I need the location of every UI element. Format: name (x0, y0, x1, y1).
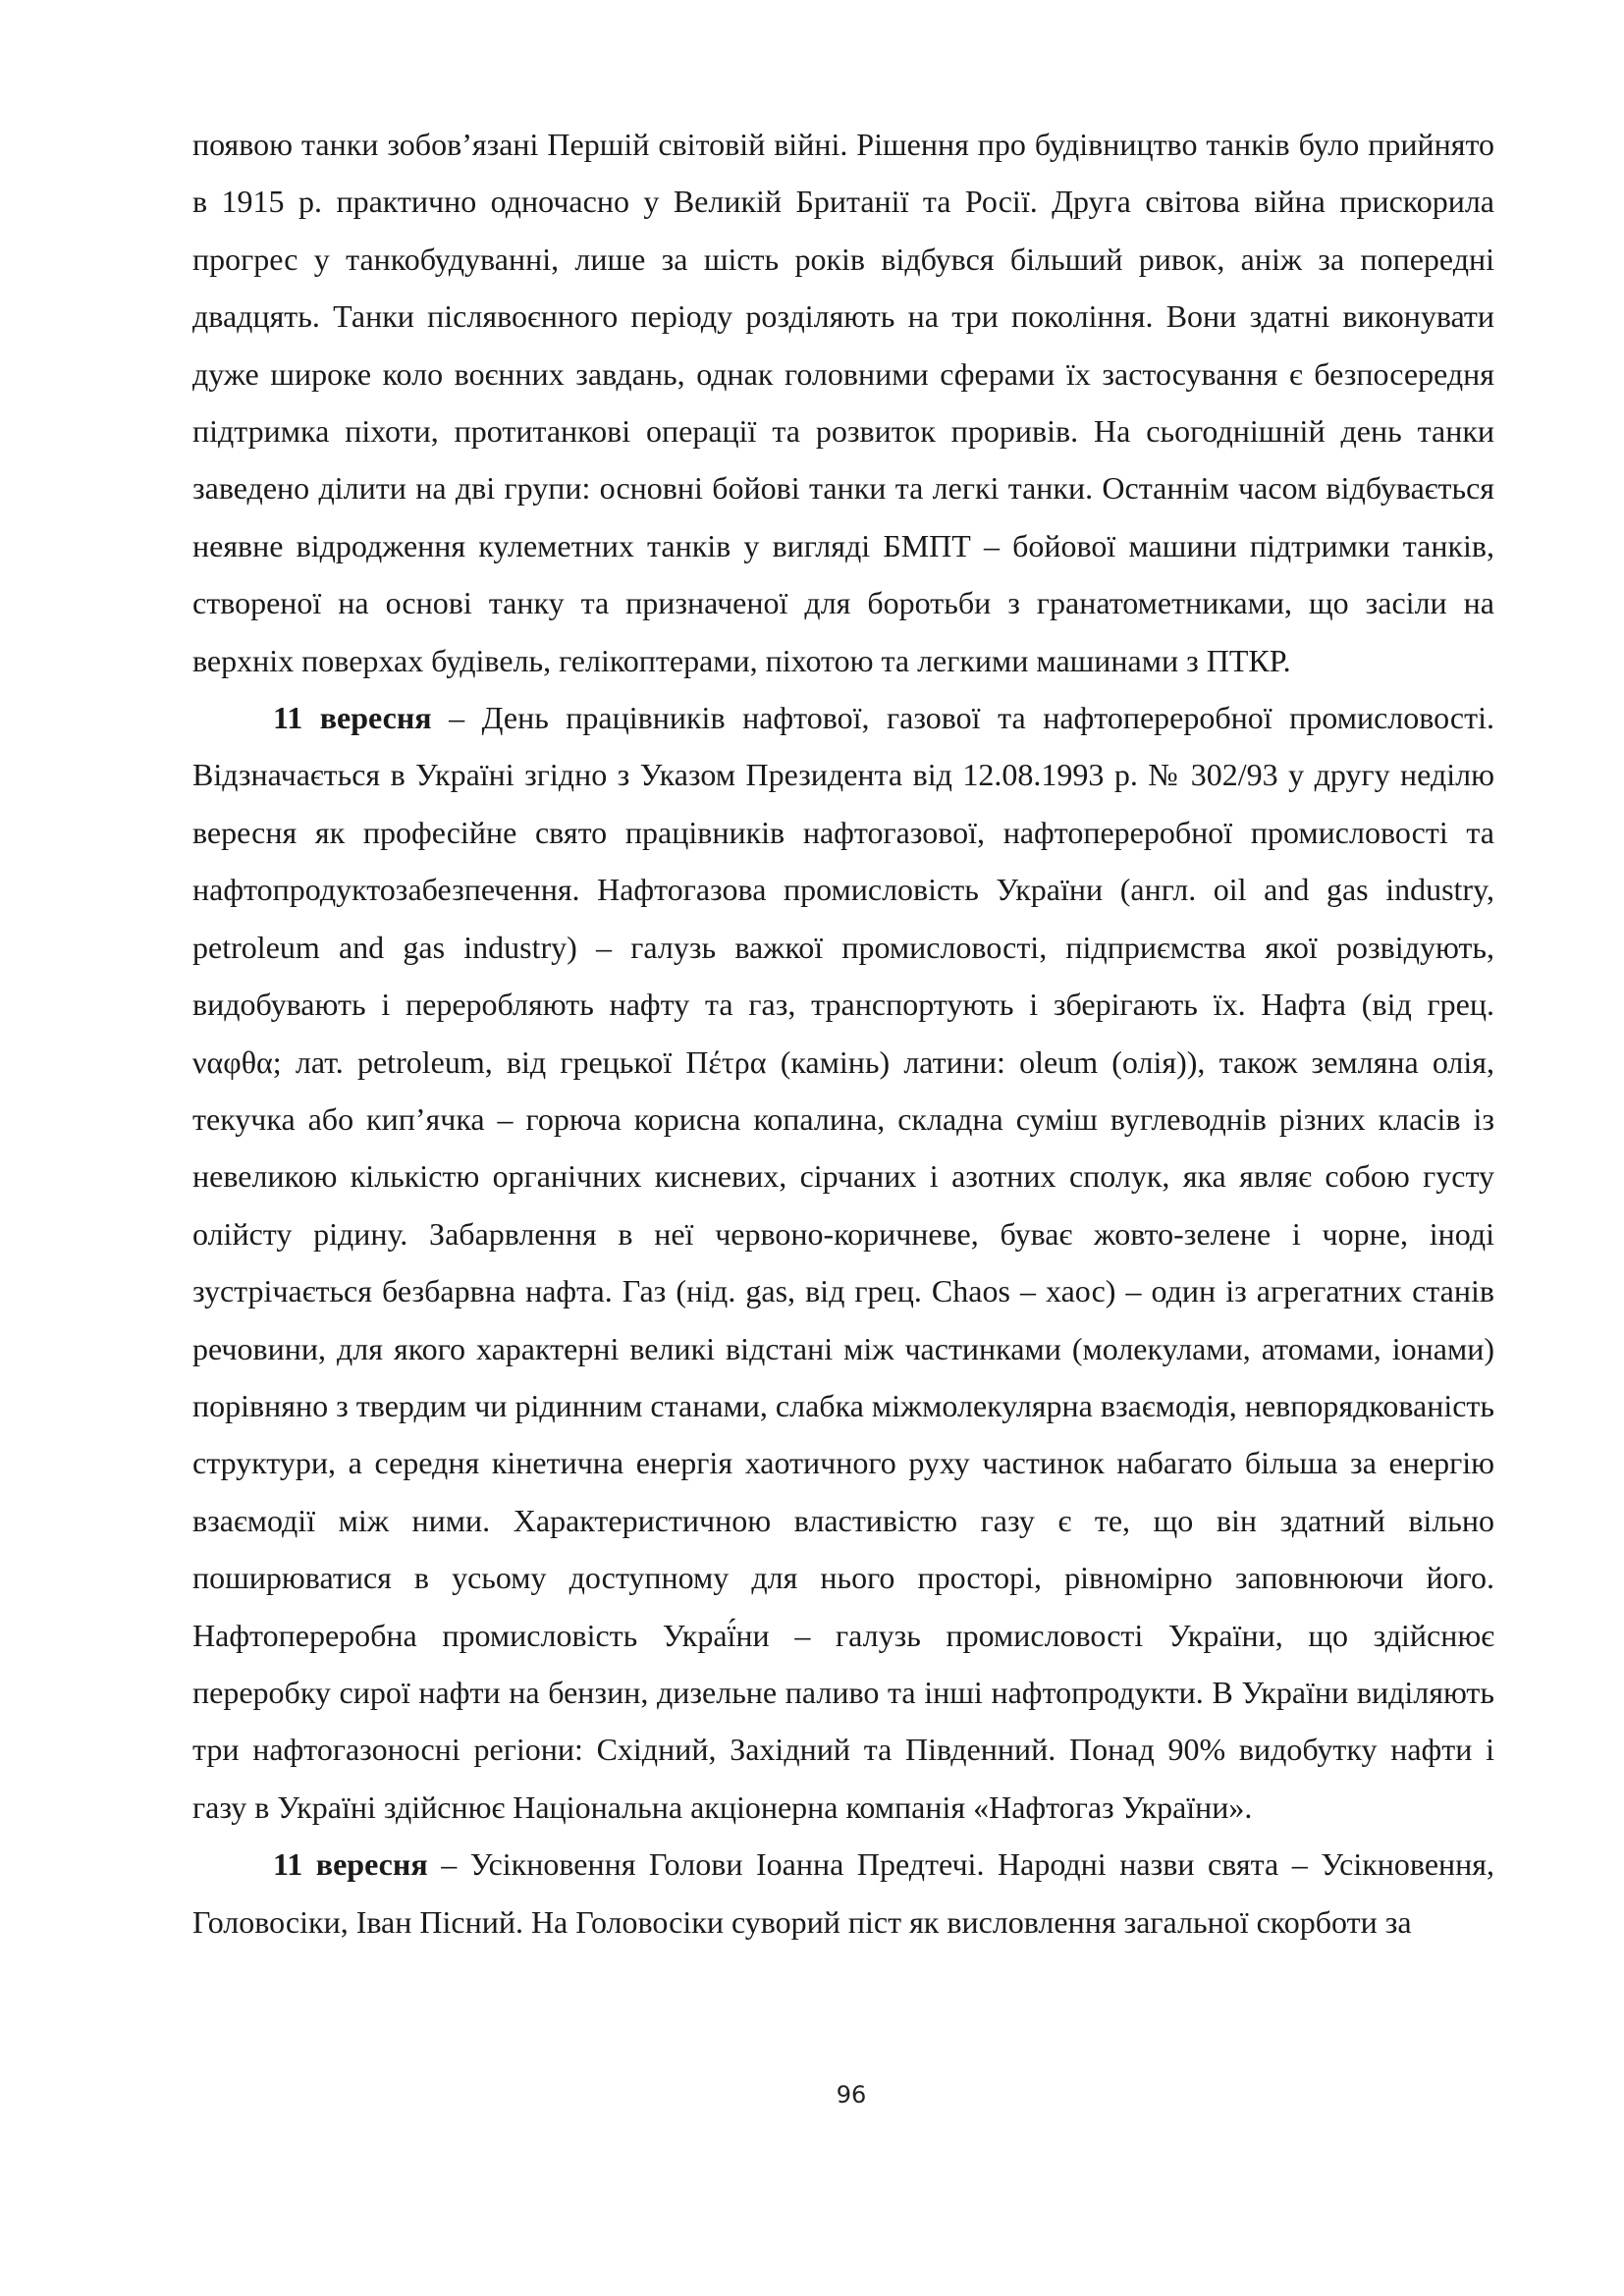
paragraph-oil-gas-day (192, 689, 1494, 1836)
paragraph-tanks-text: появою танки зобов’язані Першій світовій війні. Рішення про будівництво танків було прийнято в 1915 р. практично одночасно у Великій Британії та Росії. Друга світова війна прискорила прогрес у танкобудуванні, лише за шість років відбувся більший ривок, аніж за попередні двадцять. Танки післявоєнного періоду розділяють на три покоління. Вони здатні виконувати дуже широке коло воєнних завдань, однак головними сферами їх застосування є безпосередня підтримка піхоти, протитанкові операції та розвиток проривів. На сьогоднішній день танки заведено ділити на дві групи: основні бойові танки та легкі танки. Останнім часом відбувається неявне відродження кулеметних танків у вигляді БМПТ – бойової машини підтримки танків, створеної на основі танку та призначеної для боротьби з гранатометниками, що засіли на верхніх поверхах будівель, гелікоптерами, піхотою та легкими машинами з ПТКР. (192, 127, 1494, 678)
paragraph-tanks (192, 116, 1494, 689)
paragraph-beheading-john-text: – Усікновення Голови Іоанна Предтечі. Народні назви свята – Усікновення, Головосіки, Іван Пісний. На Головосіки суворий піст як висловлення загальної скорботи за (192, 1846, 1494, 1940)
paragraph-beheading-john (192, 1836, 1494, 1950)
document-page (192, 116, 1494, 1950)
page-number: 96 (836, 2081, 867, 2109)
paragraph-oil-gas-day-text: – День працівників нафтової, газової та нафтопереробної промисловості. Відзначається в Україні згідно з Указом Президента від 12.08.1993 р. № 302/93 у другу неділю вересня як професійне свято працівників нафтогазової, нафтопереробної промисловості та нафтопродуктозабезпечення. Нафтогазова промисловість України (англ. oil and gas industry, petroleum and gas industry) – галузь важкої промисловості, підприємства якої розвідують, видобувають і переробляють нафту та газ, транспортують і зберігають їх. Нафта (від грец. ναφθα; лат. petroleum, від грецької Πέτρα (камінь) латини: oleum (олія)), також земляна олія, текучка або кип’ячка – горюча корисна копалина, складна суміш вуглеводнів різних класів із невеликою кількістю органічних кисневих, сірчаних і азотних сполук, яка являє собою густу олійсту рідину. Забарвлення в неї червоно-коричневе, буває жовто-зелене і чорне, іноді зустрічається безбарвна нафта. Газ (нід. gas, від грец. Chaos – хаос) – один із агрегатних станів речовини, для якого характерні великі відстані між частинками (молекулами, атомами, іонами) порівняно з твердим чи рідинним станами, слабка міжмолекулярна взаємодія, невпорядкованість структури, а середня кінетична енергія хаотичного руху частинок набагато більша за енергію взаємодії між ними. Характеристичною властивістю газу є те, що він здатний вільно поширюватися в усьому доступному для нього просторі, рівномірно заповнюючи його. Нафтопереробна промисловість Украї́ни – галузь промисловості України, що здійснює переробку сирої нафти на бензин, дизельне паливо та інші нафтопродукти. В України виділяють три нафтогазоносні регіони: Східний, Західний та Південний. Понад 90% видобутку нафти і газу в Україні здійснює Національна акціонерна компанія «Нафтогаз України». (192, 700, 1495, 1825)
paragraph-beheading-john-date: 11 вересня (273, 1846, 428, 1883)
paragraph-oil-gas-day-date: 11 вересня (273, 700, 432, 736)
